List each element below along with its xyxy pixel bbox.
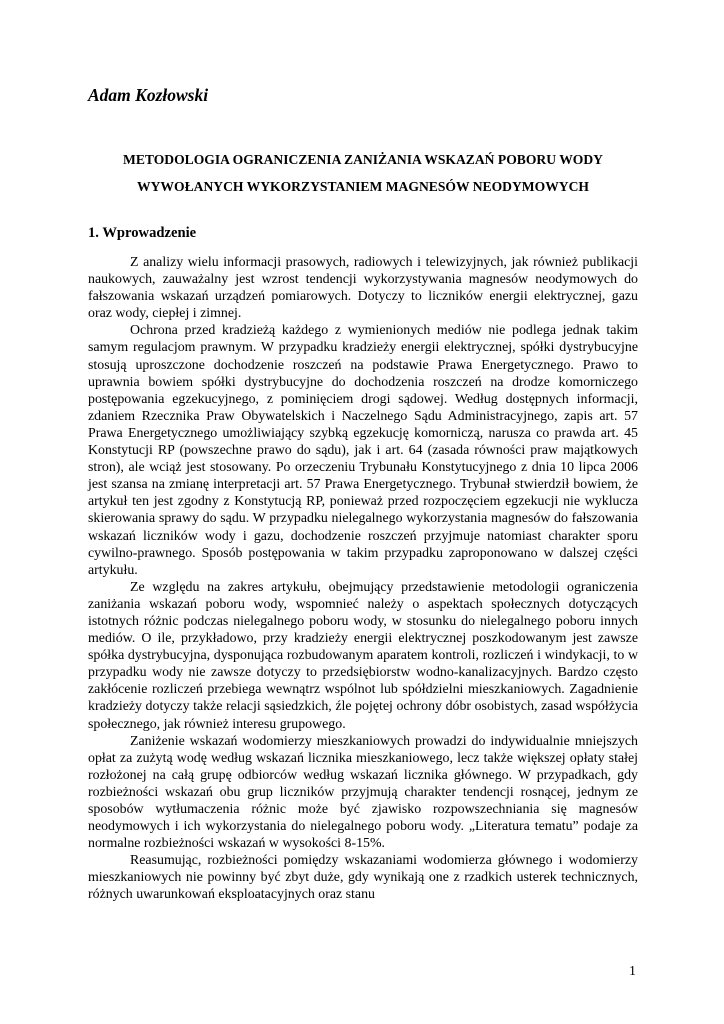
paragraph-1: Z analizy wielu informacji prasowych, radiowych i telewizyjnych, jak również publikacji naukowych, zauważalny jest wzrost tendencji wykorzystywania magnesów neodymowych do fałszowania wskazań urządzeń pomiarowych. Dotyczy to liczników energii elektrycznej, gazu oraz wody, ciepłej i zimnej.	[88, 255, 638, 322]
body-text	[88, 254, 638, 904]
paper-title	[88, 146, 638, 200]
paragraph-5: Reasumując, rozbieżności pomiędzy wskazaniami wodomierza głównego i wodomierzy mieszkaniowych nie powinny być zbyt duże, gdy wynikają one z rzadkich usterek technicznych, różnych uwarunkowań eksploatacyjnych oraz stanu	[88, 853, 638, 903]
paragraph-4: Zaniżenie wskazań wodomierzy mieszkaniowych prowadzi do indywidualnie mniejszych opłat za zużytą wodę według wskazań licznika mieszkaniowego, lecz także większej opłaty stałej rozłożonej na całą grupę odbiorców według wskazań licznika głównego. W przypadkach, gdy rozbieżności wskazań obu grup liczników przyjmują charakter tendencji rosnącej, jednym ze sposobów wytłumaczenia różnic może być zjawisko rozpowszechniania się magnesów neodymowych i ich wykorzystania do nielegalnego poboru wody. „Literatura tematu” podaje za normalne rozbieżności wskazań w wysokości 8-15%.	[88, 733, 638, 852]
paper-title-line-1: METODOLOGIA OGRANICZENIA ZANIŻANIA WSKAZAŃ POBORU WODY	[122, 152, 603, 167]
section-heading: 1. Wprowadzenie	[88, 225, 197, 241]
paper-title-line-2: WYWOŁANYCH WYKORZYSTANIEM MAGNESÓW NEODYMOWYCH	[136, 179, 590, 194]
page-number: 1	[629, 964, 636, 979]
author-name: Adam Kozłowski	[88, 85, 209, 105]
paragraph-3: Ze względu na zakres artykułu, obejmujący przedstawienie metodologii ograniczenia zaniżania wskazań poboru wody, wspomnieć należy o aspektach społecznych dotyczących istotnych różnic podczas nielegalnego poboru wody, w stosunku do nielegalnego poboru innych mediów. O ile, przykładowo, przy kradzieży energii elektrycznej poszkodowanym jest zawsze spółka dystrybucyjna, dysponująca rozbudowanym aparatem kontroli, rozliczeń i windykacji, to w przypadku wody nie zawsze dotyczy to przedsiębiorstw wodno-kanalizacyjnych. Bardzo często zakłócenie rozliczeń przebiega wewnątrz wspólnot lub spółdzielni mieszkaniowych. Zagadnienie kradzieży dotyczy także relacji sąsiedzkich, źle pojętej ochrony dóbr osobistych, zasad współżycia społecznego, jak również interesu grupowego.	[88, 579, 638, 732]
paragraph-2: Ochrona przed kradzieżą każdego z wymienionych mediów nie podlega jednak takim samym regulacjom prawnym. W przypadku kradzieży energii elektrycznej, spółki dystrybucyjne stosują uproszczone dochodzenie roszczeń na podstawie Prawa Energetycznego. Prawo to uprawnia bowiem spółki dystrybucyjne do dochodzenia roszczeń na drodze komorniczego postępowania egzekucyjnego, z pominięciem drogi sądowej. Według dostępnych informacji, zdaniem Rzecznika Praw Obywatelskich i Naczelnego Sądu Administracyjnego, zapis art. 57 Prawa Energetycznego umożliwiający szybką egzekucję komorniczą, narusza co prawda art. 45 Konstytucji RP (powszechne prawo do sądu), jak i art. 64 (zasada równości praw majątkowych stron), ale wciąż jest stosowany. Po orzeczeniu Trybunału Konstytucyjnego z dnia 10 lipca 2006 jest szansa na zmianę interpretacji art. 57 Prawa Energetycznego. Trybunał stwierdził bowiem, że artykuł ten jest zgodny z Konstytucją RP, ponieważ przed rozpoczęciem egzekucji nie wyklucza skierowania sprawy do sądu. W przypadku nielegalnego wykorzystania magnesów do fałszowania wskazań liczników wody i gazu, dochodzenie roszczeń przyjmuje natomiast charakter sporu cywilno-prawnego. Sposób postępowania w takim przypadku zaproponowano w dalszej części artykułu.	[88, 323, 638, 578]
